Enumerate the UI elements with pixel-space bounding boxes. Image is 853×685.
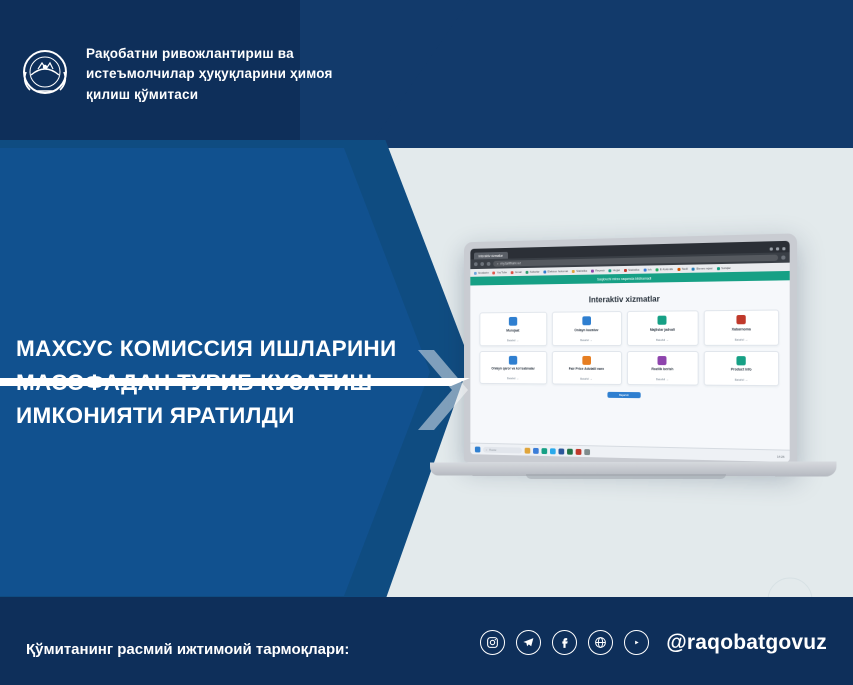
- social-links: [480, 630, 827, 655]
- headline-block: [0, 330, 470, 435]
- bookmark-label: YouTube: [496, 270, 507, 275]
- bookmark-icon: [624, 268, 627, 271]
- bookmark-icon: [543, 270, 546, 273]
- bookmark-item[interactable]: [543, 269, 568, 273]
- service-cards-grid: [479, 309, 779, 386]
- bookmark-item[interactable]: [525, 270, 539, 274]
- bookmark-icon: [493, 271, 496, 274]
- service-card[interactable]: [479, 312, 546, 346]
- browser-icon[interactable]: [533, 447, 539, 453]
- service-card[interactable]: [552, 351, 622, 385]
- bookmark-item[interactable]: [643, 267, 651, 271]
- instagram-icon[interactable]: [480, 630, 505, 655]
- service-card[interactable]: [704, 309, 779, 345]
- service-card[interactable]: [626, 310, 698, 345]
- youtube-icon[interactable]: [624, 630, 649, 655]
- bookmark-label: Statistika: [576, 268, 588, 273]
- telegram-icon[interactable]: [516, 630, 541, 655]
- service-card[interactable]: [626, 350, 698, 385]
- bookmark-label: Xabarlar: [529, 269, 540, 274]
- service-card-title: Rozilik berish: [651, 367, 674, 372]
- bookmark-icon: [677, 267, 680, 270]
- headline-line-3: ИМКОНИЯТИ ЯРАТИЛДИ: [16, 403, 295, 429]
- search-icon: ⌕: [485, 447, 488, 452]
- social-handle: @raqobatgovuz: [666, 630, 827, 654]
- bookmark-icon: [655, 268, 658, 271]
- laptop-lid: [464, 233, 797, 470]
- bookmark-label: Taxlil: [681, 266, 688, 271]
- bookmark-label: Elektron hukumat: [547, 269, 569, 274]
- page-cta-button[interactable]: Bajarish: [607, 392, 640, 398]
- headline-line-2: МАСОФАДАН ТУРИБ КУЗАТИШ: [16, 369, 373, 395]
- excel-icon[interactable]: [567, 448, 573, 454]
- service-card-title: Murojaat: [506, 328, 520, 333]
- service-card-link[interactable]: Batafsil →: [656, 337, 669, 342]
- bookmark-icon: [692, 267, 695, 270]
- service-card-link[interactable]: Batafsil →: [734, 337, 748, 342]
- service-card-link[interactable]: Batafsil →: [507, 376, 519, 381]
- mail-icon[interactable]: [542, 448, 548, 454]
- close-icon[interactable]: [782, 247, 785, 250]
- bookmark-item[interactable]: [474, 271, 489, 275]
- bookmark-item[interactable]: [493, 270, 507, 274]
- search-icon: ⌕: [496, 261, 499, 266]
- file-explorer-icon[interactable]: [525, 447, 531, 453]
- bookmark-label: Biznes rejasi: [696, 266, 713, 271]
- service-card[interactable]: [704, 350, 779, 386]
- back-icon[interactable]: [474, 262, 478, 266]
- bookmark-icon: [643, 268, 646, 271]
- taskbar-search-placeholder: Поиск: [489, 447, 497, 452]
- box-icon: [737, 356, 746, 365]
- telegram-icon[interactable]: [550, 448, 556, 454]
- browser-tab[interactable]: Interaktiv xizmatlar: [474, 252, 508, 260]
- taskbar-tray: [777, 454, 784, 458]
- headline-line-1: МАХСУС КОМИССИЯ ИШЛАРИНИ: [16, 336, 397, 361]
- service-card-link[interactable]: Batafsil →: [580, 376, 593, 381]
- facebook-icon[interactable]: [552, 630, 577, 655]
- bookmark-icon: [591, 269, 594, 272]
- site-notification-text: Saqlovchi mirzo raqamda bildiramadi: [596, 276, 652, 281]
- taskbar-search-input[interactable]: [483, 446, 522, 453]
- media-icon[interactable]: [576, 448, 582, 454]
- service-card-link[interactable]: Batafsil →: [734, 377, 748, 382]
- profile-icon[interactable]: [781, 255, 785, 259]
- bookmark-item[interactable]: [511, 270, 522, 274]
- state-emblem-icon: [18, 45, 72, 103]
- service-card-link[interactable]: Batafsil →: [580, 337, 593, 342]
- service-card[interactable]: [552, 311, 622, 346]
- bookmark-item[interactable]: [591, 268, 605, 272]
- logo-lockup: [18, 44, 336, 105]
- forward-icon[interactable]: [480, 262, 484, 266]
- service-card-title: Product info: [730, 367, 752, 372]
- service-card-title: Fair Price Adolatli narx: [568, 366, 605, 371]
- chat-icon: [509, 317, 517, 326]
- bell-icon: [737, 315, 746, 324]
- word-icon[interactable]: [559, 448, 565, 454]
- bookmark-item[interactable]: [692, 266, 713, 270]
- bookmark-label: Ish: [647, 267, 652, 272]
- bookmark-label: E-Xokimlik: [659, 267, 674, 272]
- bookmark-icon: [511, 271, 514, 274]
- bookmark-icon: [609, 269, 612, 272]
- laptop-screen: [470, 241, 789, 462]
- settings-icon[interactable]: [584, 449, 590, 455]
- bookmark-icon: [717, 267, 720, 270]
- bookmark-icon: [474, 271, 477, 274]
- service-card-title: Onlayn kuzatuv: [574, 327, 599, 332]
- service-card-title: Xabarnoma: [731, 326, 751, 331]
- service-card[interactable]: [479, 351, 546, 385]
- service-card-title: Onlayn qaror va ko'rsatmalar: [491, 366, 535, 371]
- footer-label: Қўмитанинг расмий ижтимоий тармоқлари:: [26, 641, 350, 659]
- calendar-icon: [658, 316, 667, 325]
- clock: 14:26: [777, 454, 785, 459]
- bookmark-label: Hujjat: [612, 268, 620, 273]
- bookmark-item[interactable]: [717, 266, 731, 270]
- monitor-icon: [582, 316, 591, 325]
- bookmark-item[interactable]: [572, 269, 587, 273]
- bookmark-item[interactable]: [609, 268, 620, 272]
- service-card-link[interactable]: Batafsil →: [656, 377, 669, 382]
- bookmark-item[interactable]: [624, 268, 640, 272]
- document-icon: [509, 355, 517, 364]
- bookmark-icon: [572, 269, 575, 272]
- start-icon[interactable]: [475, 446, 480, 452]
- organization-name: Рақобатни ривожлантириш ва истеъмолчилар ҳуқуқларини ҳимоя қилиш қўмитаси: [86, 46, 333, 102]
- bookmark-item[interactable]: [655, 267, 673, 271]
- laptop-foot: [526, 474, 726, 479]
- reload-icon[interactable]: [487, 262, 491, 266]
- bookmark-label: Ilovalarim: [478, 270, 490, 275]
- bookmark-label: Reyestr: [595, 268, 605, 273]
- bookmark-item[interactable]: [677, 267, 688, 271]
- address-bar-url: my.tarifnarx.uz: [500, 261, 521, 266]
- service-card-title: Majlislar jadvali: [649, 327, 675, 332]
- service-card-link[interactable]: Batafsil →: [507, 337, 519, 342]
- bookmark-label: Soliqlar: [721, 265, 731, 271]
- bookmark-label: Gmail: [514, 270, 522, 275]
- page-title: Interaktiv xizmatlar: [588, 294, 660, 305]
- website-icon[interactable]: [588, 630, 613, 655]
- bookmark-icon: [525, 270, 528, 273]
- check-icon: [658, 356, 667, 365]
- tag-icon: [582, 355, 591, 364]
- maximize-icon[interactable]: [776, 247, 779, 250]
- minimize-icon[interactable]: [770, 247, 773, 250]
- bookmark-label: Statistika: [628, 267, 640, 272]
